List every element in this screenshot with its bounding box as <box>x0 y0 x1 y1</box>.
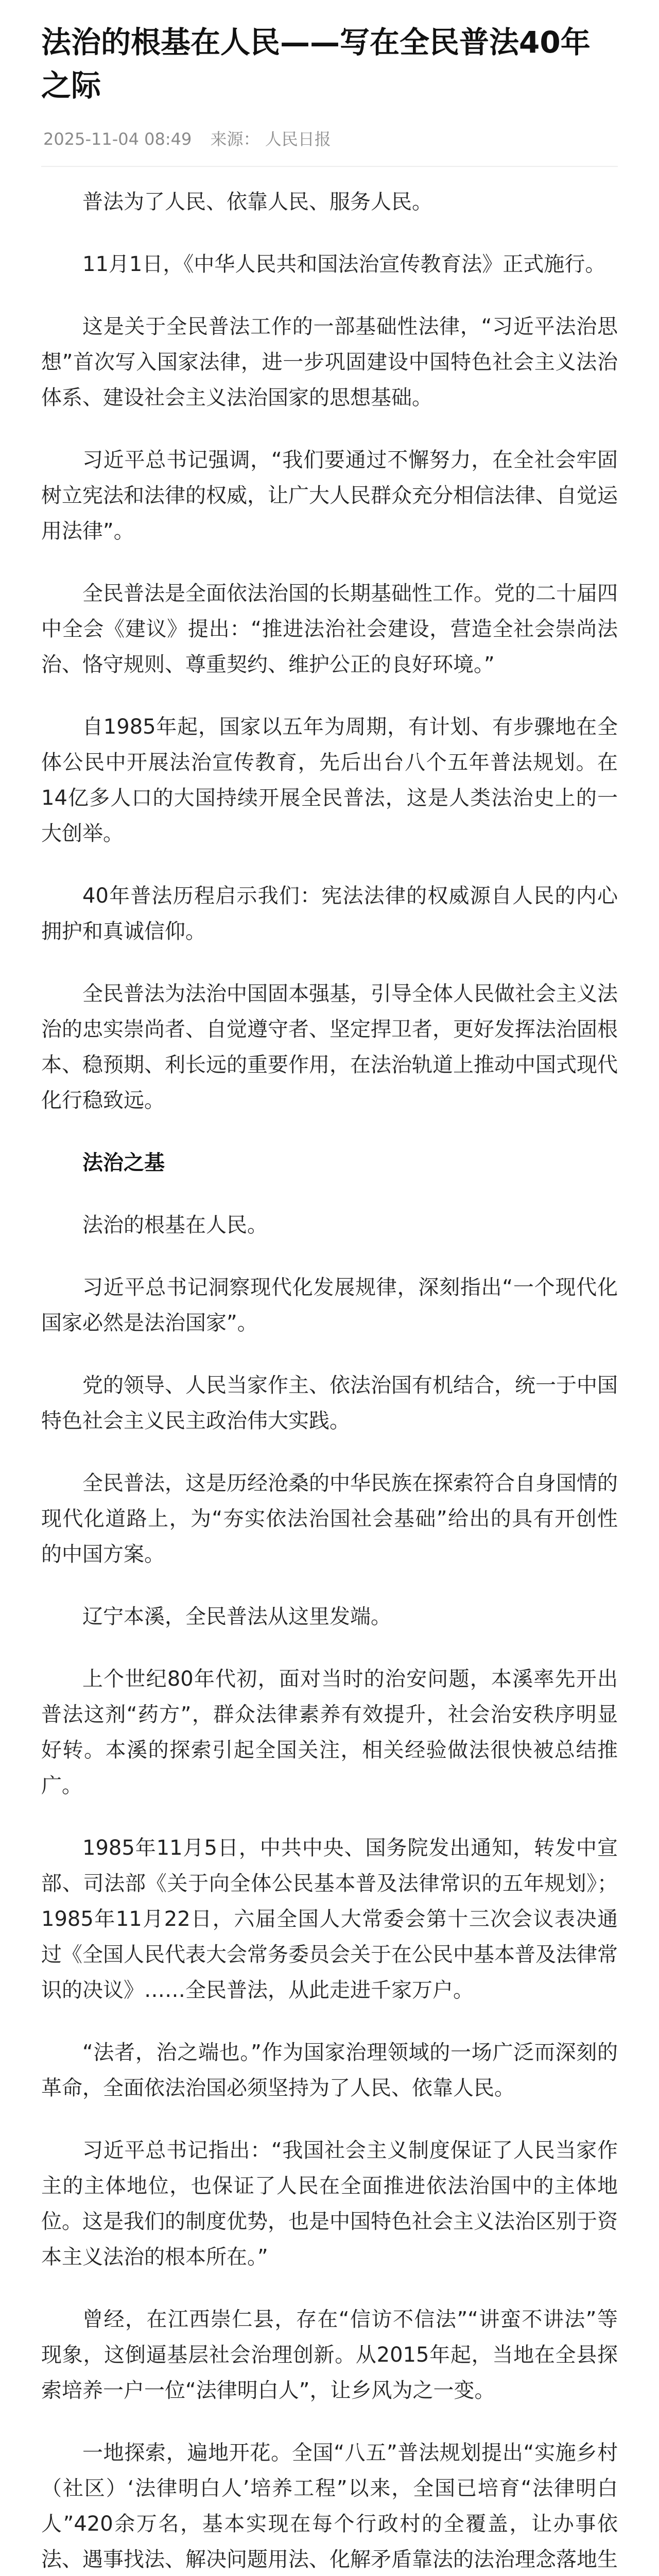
paragraph: 全民普法，这是历经沧桑的中华民族在探索符合自身国情的现代化道路上，为“夯实依法治国社会基础”给出的具有开创性的中国方案。 <box>41 1471 618 1566</box>
paragraph: 40年普法历程启示我们：宪法法律的权威源自人民的内心拥护和真诚信仰。 <box>41 884 618 943</box>
article-meta <box>41 128 618 150</box>
paragraph: 上个世纪80年代初，面对当时的治安问题，本溪率先开出普法这剂“药方”，群众法律素养有效提升，社会治安秩序明显好转。本溪的探索引起全国关注，相关经验做法很快被总结推广。 <box>41 1667 618 1798</box>
paragraph: 普法为了人民、依靠人民、服务人民。 <box>82 190 432 214</box>
paragraph: 自1985年起，国家以五年为周期，有计划、有步骤地在全体公民中开展法治宣传教育，先后出台八个五年普法规划。在14亿多人口的大国持续开展全民普法，这是人类法治史上的一大创举。 <box>41 715 618 845</box>
publish-date: 2025-11-04 08:49 <box>43 129 192 149</box>
article-title: 法治的根基在人民——写在全民普法40年之际 <box>41 25 591 103</box>
article-source: 来源： 人民日报 <box>210 129 331 149</box>
paragraph: 全民普法为法治中国固本强基，引导全体人民做社会主义法治的忠实崇尚者、自觉遵守者、坚定捍卫者，更好发挥法治固根本、稳预期、利长远的重要作用，在法治轨道上推动中国式现代化行稳致远。 <box>41 982 618 1112</box>
paragraph: 1985年11月5日，中共中央、国务院发出通知，转发中宣部、司法部《关于向全体公民基本普及法律常识的五年规划》；1985年11月22日，六届全国人大常委会第十三次会议表决通过《全国人民代表大会常务委员会关于在公民中基本普及法律常识的决议》……全民普法，从此走进千家万户。 <box>41 1836 618 2002</box>
paragraph: 法治的根基在人民。 <box>82 1213 268 1237</box>
paragraph: 习近平总书记强调，“我们要通过不懈努力，在全社会牢固树立宪法和法律的权威，让广大人民群众充分相信法律、自觉运用法律”。 <box>41 448 618 543</box>
paragraph: “法者，治之端也。”作为国家治理领域的一场广泛而深刻的革命，全面依法治国必须坚持为了人民、依靠人民。 <box>41 2041 618 2100</box>
paragraph: 习近平总书记洞察现代化发展规律，深刻指出“一个现代化国家必然是法治国家”。 <box>41 1276 618 1335</box>
paragraph: 辽宁本溪，全民普法从这里发端。 <box>82 1605 391 1629</box>
paragraph: 曾经，在江西崇仁县，存在“信访不信法”“讲蛮不讲法”等现象，这倒逼基层社会治理创新。从2015年起，当地在全县探索培养一户一位“法律明白人”，让乡风为之一变。 <box>41 2308 618 2402</box>
paragraph: 这是关于全民普法工作的一部基础性法律，“习近平法治思想”首次写入国家法律，进一步巩固建设中国特色社会主义法治体系、建设社会主义法治国家的思想基础。 <box>41 315 618 410</box>
paragraph: 11月1日，《中华人民共和国法治宣传教育法》正式施行。 <box>82 252 606 276</box>
paragraph: 习近平总书记指出：“我国社会主义制度保证了人民当家作主的主体地位，也保证了人民在全面推进依法治国中的主体地位。这是我们的制度优势，也是中国特色社会主义法治区别于资本主义法治的根本所在。” <box>41 2139 618 2269</box>
article-body <box>41 184 618 2576</box>
paragraph: 一地探索，遍地开花。全国“八五”普法规划提出“实施乡村（社区）‘法律明白人’培养工程”以来，全国已培育“法律明白人”420余万名，基本实现在每个行政村的全覆盖，让办事依法、遇事找法、解决问题用法、化解矛盾靠法的法治理念落地生 <box>41 2441 618 2571</box>
paragraph: 党的领导、人民当家作主、依法治国有机结合，统一于中国特色社会主义民主政治伟大实践。 <box>41 1374 618 1433</box>
section-heading: 法治之基 <box>82 1151 165 1175</box>
meta-divider <box>41 166 618 167</box>
paragraph: 全民普法是全面依法治国的长期基础性工作。党的二十届四中全会《建议》提出：“推进法治社会建设，营造全社会崇尚法治、恪守规则、尊重契约、维护公正的良好环境。” <box>41 582 618 676</box>
